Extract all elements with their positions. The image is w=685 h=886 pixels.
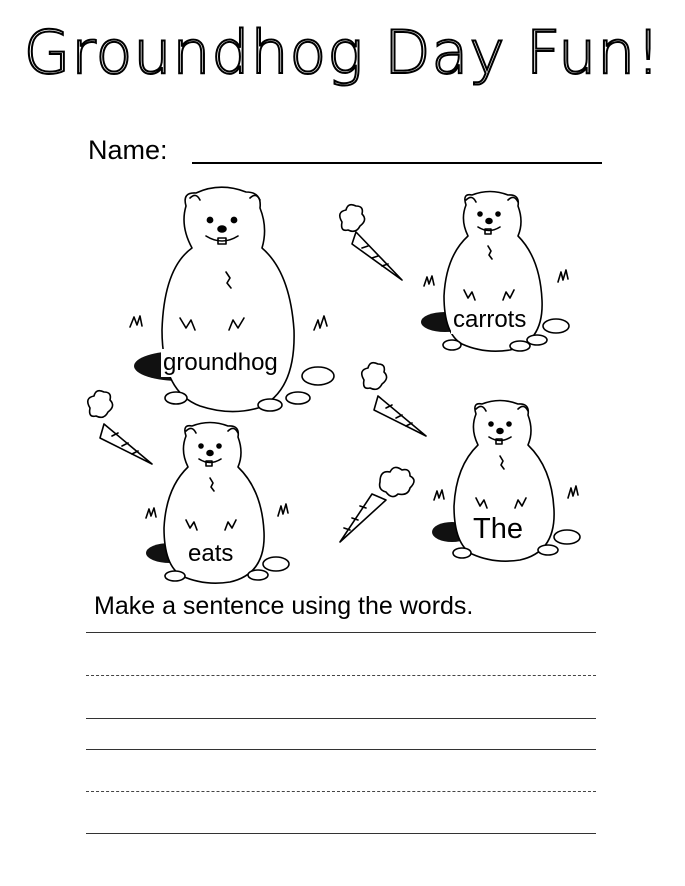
carrot-4 bbox=[340, 467, 414, 542]
writing-line-base-2 bbox=[86, 833, 596, 834]
word-eats: eats bbox=[188, 540, 234, 567]
word-the: The bbox=[473, 513, 523, 545]
name-label: Name: bbox=[88, 135, 168, 165]
worksheet-title: Groundhog Day Fun! bbox=[23, 18, 662, 88]
carrot-3 bbox=[88, 391, 152, 464]
writing-line-mid-1 bbox=[86, 675, 596, 676]
word-groundhog: groundhog bbox=[163, 349, 278, 376]
word-carrots: carrots bbox=[453, 306, 527, 333]
carrot-1 bbox=[340, 205, 402, 280]
writing-line-base-1 bbox=[86, 718, 596, 719]
writing-line-top-2 bbox=[86, 749, 596, 750]
groundhog-figure-1 bbox=[130, 187, 334, 411]
carrot-2 bbox=[362, 363, 426, 436]
writing-line-mid-2 bbox=[86, 791, 596, 792]
writing-area[interactable] bbox=[86, 632, 596, 842]
instruction-text: Make a sentence using the words. bbox=[94, 592, 474, 620]
writing-line-top-1 bbox=[86, 632, 596, 633]
